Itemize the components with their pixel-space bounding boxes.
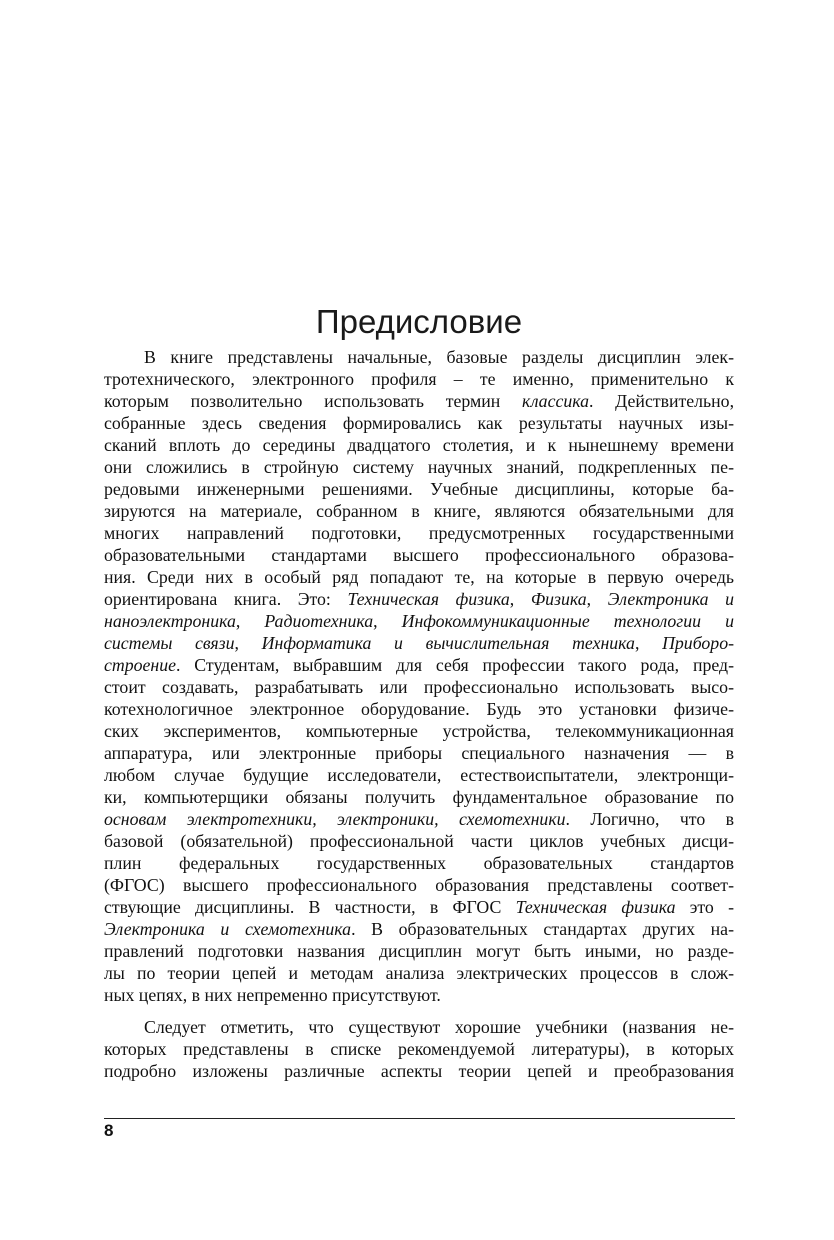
text-line — [104, 830, 734, 852]
text-line — [104, 786, 734, 808]
italic-term: системы связи — [104, 633, 235, 653]
text-line — [104, 896, 734, 918]
text-run: . Логично, что в — [565, 809, 734, 829]
text-line — [104, 434, 734, 456]
page-title: Предисловие — [315, 303, 523, 340]
text-run: плин федеральных государственных образовательных стандартов — [104, 853, 734, 873]
text-run: подробно изложены различные аспекты теории цепей и преобразования — [104, 1061, 734, 1081]
text-run: ствующие дисциплины. В частности, в ФГОС — [104, 897, 516, 917]
text-line — [104, 588, 734, 610]
text-line — [104, 1038, 734, 1060]
text-run: Следует отметить, что существуют хорошие учебники (названия не- — [144, 1017, 734, 1037]
text-run: сканий вплоть до середины двадцатого столетия, и к нынешнему времени — [104, 435, 734, 455]
italic-term: Радиотехника — [264, 611, 374, 631]
text-line — [104, 676, 734, 698]
text-line — [104, 522, 734, 544]
text-line — [104, 764, 734, 786]
text-run: которым позволительно использовать термин — [104, 391, 523, 411]
text-line — [104, 1016, 734, 1038]
text-line — [104, 412, 734, 434]
italic-term: основам электротехники, электроники, схемотехники — [104, 809, 566, 829]
text-run: базовой (обязательной) профессиональной части циклов учебных дисци- — [104, 831, 734, 851]
text-run: , — [235, 611, 265, 631]
text-run: они сложились в стройную систему научных знаний, подкрепленных пе- — [104, 457, 734, 477]
text-run: ния. Среди них в особый ряд попадают те, на которые в первую очередь — [104, 567, 734, 587]
text-line — [104, 852, 734, 874]
text-run: многих направлений подготовки, предусмотренных государственными — [104, 523, 734, 543]
italic-term: классика — [522, 391, 590, 411]
italic-term: наноэлектроника — [104, 611, 236, 631]
text-line — [104, 720, 734, 742]
text-run: . Студентам, выбравшим для себя профессии такого рода, пред- — [176, 655, 734, 675]
text-line — [104, 390, 734, 412]
text-line — [104, 610, 734, 632]
text-run: аппаратура, или электронные приборы специального назначения — в — [104, 743, 734, 763]
text-run: В книге представлены начальные, базовые разделы дисциплин элек- — [144, 347, 734, 367]
text-line — [104, 368, 734, 390]
text-run: стоит создавать, разрабатывать или профессионально использовать высо- — [104, 677, 734, 697]
italic-term: Электроника и схемотехника — [104, 919, 352, 939]
text-run: , — [509, 589, 531, 609]
text-line — [104, 456, 734, 478]
text-line — [104, 346, 734, 368]
italic-term: Физика — [530, 589, 587, 609]
text-run: . Действительно, — [589, 391, 735, 411]
text-run: зируются на материале, собранном в книге, являются обязательными для — [104, 501, 734, 521]
italic-term: Инфокоммуникационные технологии и — [401, 611, 734, 631]
italic-term: Приборо- — [662, 633, 735, 653]
text-line — [104, 742, 734, 764]
text-run: собранные здесь сведения формировались как результаты научных изы- — [104, 413, 734, 433]
paragraph — [104, 346, 734, 1006]
footer-rule — [104, 1118, 735, 1119]
text-run: правлений подготовки названия дисциплин могут быть иными, но разде- — [104, 941, 734, 961]
paragraph — [104, 1016, 734, 1082]
text-run: ки, компьютерщики обязаны получить фундаментальное образование по — [104, 787, 734, 807]
text-line — [104, 874, 734, 896]
italic-term: Электроника и — [607, 589, 734, 609]
text-run: образовательными стандартами высшего профессионального образова- — [104, 545, 734, 565]
text-run: , — [586, 589, 608, 609]
page-number: 8 — [104, 1121, 114, 1140]
body-text — [104, 346, 734, 1082]
text-run: котехнологичное электронное оборудование. Будь это установки физиче- — [104, 699, 734, 719]
paragraph-gap — [104, 1006, 734, 1016]
text-line — [104, 808, 734, 830]
text-run: . В образовательных стандартах других на- — [351, 919, 734, 939]
text-run: редовыми инженерными решениями. Учебные дисциплины, которые ба- — [104, 479, 734, 499]
text-line — [104, 1060, 734, 1082]
text-line — [104, 962, 734, 984]
text-run: ориентирована книга. Это: — [104, 589, 348, 609]
text-run: ных цепях, в них непременно присутствуют. — [104, 985, 441, 1005]
text-run: лы по теории цепей и методам анализа электрических процессов в слож- — [104, 963, 734, 983]
italic-term: Техническая физика — [515, 897, 676, 917]
text-line — [104, 478, 734, 500]
text-run: , — [234, 633, 262, 653]
text-run: любом случае будущие исследователи, естествоиспытатели, электронщи- — [104, 765, 734, 785]
text-line — [104, 544, 734, 566]
text-line — [104, 918, 734, 940]
text-run: тротехнического, электронного профиля – те именно, применительно к — [104, 369, 734, 389]
italic-term: Техническая физика — [347, 589, 510, 609]
text-line — [104, 632, 734, 654]
text-run: , — [634, 633, 663, 653]
text-run: которых представлены в списке рекомендуемой литературы), в которых — [104, 1039, 734, 1059]
text-line — [104, 566, 734, 588]
text-run: ских экспериментов, компьютерные устройства, телекоммуникационная — [104, 721, 734, 741]
text-line — [104, 984, 734, 1006]
text-run: это - — [675, 897, 735, 917]
text-run: , — [373, 611, 402, 631]
italic-term: Информатика и вычислительная техника — [261, 633, 635, 653]
italic-term: строение — [104, 655, 177, 675]
text-line — [104, 698, 734, 720]
text-run: (ФГОС) высшего профессионального образования представлены соответ- — [104, 875, 734, 895]
text-line — [104, 500, 734, 522]
text-line — [104, 654, 734, 676]
text-line — [104, 940, 734, 962]
